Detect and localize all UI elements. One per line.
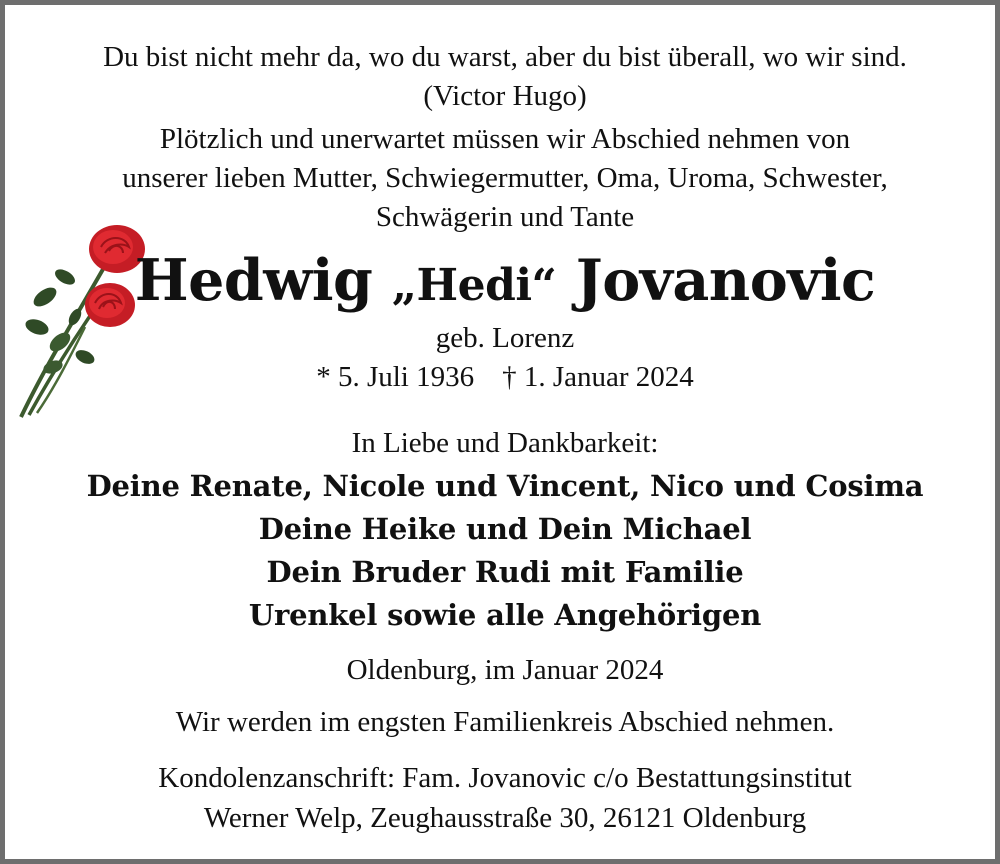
birth-date: * 5. Juli 1936	[316, 361, 475, 393]
intro-line-2: unserer lieben Mutter, Schwiegermutter, Oma, Uroma, Schwester,	[122, 162, 888, 194]
mourner-line: Dein Bruder Rudi mit Familie	[266, 555, 744, 589]
intro-line-3: Schwägerin und Tante	[375, 201, 635, 233]
life-dates	[5, 361, 1000, 394]
last-name: Jovanovic	[575, 247, 876, 314]
first-name: Hedwig	[134, 247, 373, 314]
mourner-line: Urenkel sowie alle Angehörigen	[248, 598, 762, 632]
mourners-intro: In Liebe und Dankbarkeit:	[351, 427, 659, 459]
quote-author: (Victor Hugo)	[423, 80, 587, 112]
nickname: „Hedi“	[391, 260, 557, 311]
farewell-note: Wir werden im engsten Familienkreis Abschied nehmen.	[175, 706, 835, 738]
mourner-line: Deine Heike und Dein Michael	[258, 512, 752, 546]
deceased-name	[5, 247, 1000, 314]
birth-name: geb. Lorenz	[435, 322, 575, 354]
intro-line-1: Plötzlich und unerwartet müssen wir Abschied nehmen von	[159, 123, 851, 155]
condolence-address-line-1: Kondolenzanschrift: Fam. Jovanovic c/o Bestattungsinstitut	[158, 762, 852, 794]
condolence-address-line-2: Werner Welp, Zeughausstraße 30, 26121 Oldenburg	[203, 802, 807, 834]
quote-text: Du bist nicht mehr da, wo du warst, aber du bist überall, wo wir sind.	[103, 41, 907, 73]
mourner-line: Deine Renate, Nicole und Vincent, Nico und Cosima	[86, 469, 924, 503]
place-date: Oldenburg, im Januar 2024	[346, 654, 664, 686]
death-date: † 1. Januar 2024	[502, 361, 694, 393]
